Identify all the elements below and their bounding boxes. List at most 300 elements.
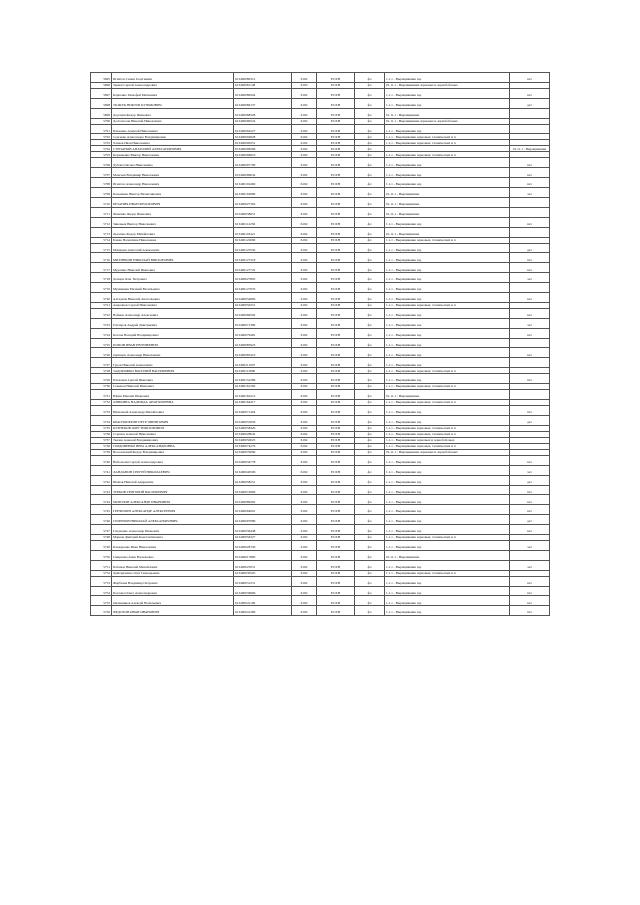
row-number-cell: 5718 (91, 273, 112, 283)
tax-regime-cell: ЕСХН (317, 515, 355, 525)
row-number-cell: 5703 (91, 140, 112, 146)
table-row (91, 406, 550, 416)
entity-type-cell: фл (355, 390, 385, 400)
code-cell: 6192 (292, 198, 317, 208)
full-name-cell: АНИКИНА НАДЕЖДА АНАТОЛЬЕВНА (112, 400, 234, 406)
code-cell: 6192 (292, 124, 317, 134)
code-cell: 6192 (292, 596, 317, 606)
activity-code-cell: 1.1.1 - Выращивание зер (385, 576, 510, 586)
entity-type-cell: фл (355, 465, 385, 475)
code-cell: 6192 (292, 98, 317, 108)
row-number-cell: 5704 (91, 146, 112, 152)
row-number-cell: 5709 (91, 188, 112, 198)
code-cell: 6192 (292, 576, 317, 586)
activity-code-cell: 1.1.1 - Выращивание зер (385, 495, 510, 505)
activity-code-cell: 1.1.1 - Выращивание зер (385, 348, 510, 358)
inn-cell: 613400162212 (234, 390, 292, 400)
activity-extra-cell (510, 283, 550, 293)
row-number-cell: 5695 (91, 73, 112, 83)
row-number-cell: 5701 (91, 124, 112, 134)
tax-regime-cell: ЕСХН (317, 505, 355, 515)
inn-cell: 613400028042 (234, 431, 292, 437)
table-row (91, 495, 550, 505)
row-number-cell: 5743 (91, 485, 112, 495)
activity-extra-cell: пет (510, 485, 550, 495)
full-name-cell: Шамов Николай Андреевич (112, 475, 234, 485)
inn-cell: 613400038651 (234, 207, 292, 217)
full-name-cell: Одинцов Александр Николаевич (112, 348, 234, 358)
tax-regime-cell: ЕСХН (317, 437, 355, 443)
code-cell: 6192 (292, 207, 317, 217)
entity-type-cell: фл (355, 431, 385, 437)
inn-cell: 613400050025 (234, 437, 292, 443)
full-name-cell: ТКАЧУК ВИКТОР КУЗЬМОВИЧ (112, 98, 234, 108)
tax-regime-cell: ЕСХН (317, 146, 355, 152)
inn-cell: 613400097089 (234, 515, 292, 525)
tax-regime-cell: ЕСХН (317, 374, 355, 384)
tax-regime-cell: ЕСХН (317, 178, 355, 188)
table-row (91, 178, 550, 188)
inn-cell: 613400071380 (234, 318, 292, 328)
row-number-cell: 5733 (91, 406, 112, 416)
code-cell: 6192 (292, 108, 317, 118)
inn-cell: 613400030505 (234, 570, 292, 576)
activity-code-cell: 01.11.1 - Выращивание (385, 390, 510, 400)
code-cell: 6192 (292, 217, 317, 227)
tax-regime-cell: ЕСХН (317, 328, 355, 338)
code-cell: 6192 (292, 243, 317, 253)
inn-cell: 613400122060 (234, 237, 292, 243)
inn-cell: 613400112250 (234, 217, 292, 227)
activity-extra-cell (510, 358, 550, 368)
table-row (91, 505, 550, 515)
activity-extra-cell (510, 227, 550, 237)
activity-extra-cell: чет (510, 318, 550, 328)
activity-extra-cell: пет (510, 606, 550, 616)
entity-type-cell: фл (355, 134, 385, 140)
entity-type-cell: фл (355, 515, 385, 525)
activity-code-cell: 1.1.1 - Выращивание зерновых, технических и п (385, 134, 510, 140)
full-name-cell: Юрин Максим Иванович (112, 390, 234, 400)
activity-code-cell: 1.1.1 - Выращивание зер (385, 263, 510, 273)
code-cell: 6192 (292, 348, 317, 358)
table-row (91, 98, 550, 108)
table-row (91, 348, 550, 358)
activity-code-cell: 01.11.1 - Выращивание (385, 227, 510, 237)
code-cell: 6192 (292, 158, 317, 168)
code-cell: 6192 (292, 273, 317, 283)
code-cell: 6192 (292, 118, 317, 124)
activity-code-cell: 1.1.1 - Выращивание зер (385, 308, 510, 318)
activity-code-cell: 1.1.1 - Выращивание зерновых, технических и п (385, 425, 510, 431)
row-number-cell: 5710 (91, 198, 112, 208)
code-cell: 6192 (292, 293, 317, 303)
entity-type-cell: фл (355, 374, 385, 384)
code-cell: 6192 (292, 152, 317, 158)
table-row (91, 188, 550, 198)
full-name-cell: Мурашко Николай Иванович (112, 263, 234, 273)
activity-code-cell: 1.1.1 - Выращивание зер (385, 455, 510, 465)
activity-code-cell: 1.1.1 - Выращивание зер (385, 178, 510, 188)
code-cell: 6192 (292, 134, 317, 140)
full-name-cell: Дмитриченко Олег Геннадьевич (112, 570, 234, 576)
tax-regime-cell: ЕСХН (317, 293, 355, 303)
row-number-cell: 5720 (91, 293, 112, 303)
full-name-cell: Козлова Ольга Александровна (112, 586, 234, 596)
table-row (91, 124, 550, 134)
tax-regime-cell: ЕСХН (317, 431, 355, 437)
entity-type-cell: фл (355, 348, 385, 358)
row-number-cell: 5735 (91, 425, 112, 431)
row-number-cell: 5727 (91, 358, 112, 368)
inn-cell: 613400086504 (234, 88, 292, 98)
code-cell: 6192 (292, 443, 317, 449)
activity-code-cell: 1.1.1 - Выращивание зерновых, технических и п (385, 302, 510, 308)
row-number-cell: 5748 (91, 534, 112, 540)
table-row (91, 293, 550, 303)
tax-regime-cell: ЕСХН (317, 318, 355, 328)
tax-regime-cell: ЕСХН (317, 73, 355, 83)
row-number-cell: 5708 (91, 178, 112, 188)
activity-code-cell: 01.11.1 - Выращивание зерновых и зернобобовых (385, 118, 510, 124)
row-number-cell: 5719 (91, 283, 112, 293)
tax-regime-cell: ЕСХН (317, 570, 355, 576)
entity-type-cell: фл (355, 596, 385, 606)
row-number-cell: 5714 (91, 237, 112, 243)
full-name-cell: Шпилевой Александр Михайлович (112, 406, 234, 416)
row-number-cell: 5736 (91, 431, 112, 437)
tax-regime-cell: ЕСХН (317, 118, 355, 124)
inn-cell: 613400085923 (234, 338, 292, 348)
activity-code-cell: 01.11.1 - Выращивание (385, 188, 510, 198)
entity-type-cell: фл (355, 318, 385, 328)
tax-regime-cell: ЕСХН (317, 576, 355, 586)
row-number-cell: 5728 (91, 368, 112, 374)
row-number-cell: 5734 (91, 415, 112, 425)
tax-regime-cell: ЕСХН (317, 188, 355, 198)
activity-code-cell: 01.11.1 - Выращивание (385, 207, 510, 217)
table-row (91, 374, 550, 384)
entity-type-cell: фл (355, 273, 385, 283)
full-name-cell: Страхов Алексей Николаевич (112, 431, 234, 437)
activity-extra-cell: дет (510, 243, 550, 253)
inn-cell: 613400031231 (234, 576, 292, 586)
activity-code-cell: 1.1.1 - Выращивание зерновых, технических и п (385, 368, 510, 374)
table-row (91, 540, 550, 550)
tax-regime-cell: ЕСХН (317, 273, 355, 283)
table-row (91, 207, 550, 217)
full-name-cell: МИТИНКОВ НИКОЛАЙ ВИКТОРОВИЧ (112, 253, 234, 263)
registry-table (90, 72, 550, 616)
full-name-cell: Казьменко Виктор Валентинович (112, 188, 234, 198)
table-row (91, 576, 550, 586)
row-number-cell: 5749 (91, 540, 112, 550)
code-cell: 6192 (292, 515, 317, 525)
row-number-cell: 5729 (91, 374, 112, 384)
code-cell: 6192 (292, 465, 317, 475)
tax-regime-cell: ЕСХН (317, 384, 355, 390)
full-name-cell: Зиновьев Виктор Николаевич (112, 217, 234, 227)
tax-regime-cell: ЕСХН (317, 140, 355, 146)
activity-code-cell: 1.1.1 - Выращивание зер (385, 124, 510, 134)
inn-cell: 613400211007 (234, 358, 292, 368)
inn-cell: 613400017860 (234, 550, 292, 560)
table-row (91, 338, 550, 348)
table-row (91, 158, 550, 168)
entity-type-cell: фл (355, 82, 385, 88)
code-cell: 6192 (292, 358, 317, 368)
full-name-cell: ЗУБКОВ ГРИГОРИЙ ВАСИЛЬЕВИЧ (112, 485, 234, 495)
tax-regime-cell: ЕСХН (317, 586, 355, 596)
entity-type-cell: фл (355, 73, 385, 83)
tax-regime-cell: ЕСХН (317, 390, 355, 400)
activity-code-cell: 1.1.1 - Выращивание зер (385, 293, 510, 303)
activity-code-cell: 1.1.1 - Выращивание зерновых, технических и п (385, 400, 510, 406)
table-row (91, 485, 550, 495)
code-cell: 6192 (292, 390, 317, 400)
entity-type-cell: фл (355, 168, 385, 178)
code-cell: 6192 (292, 237, 317, 243)
activity-extra-cell: пет (510, 88, 550, 98)
code-cell: 6192 (292, 570, 317, 576)
full-name-cell: ФЕДОТОВ ИВАН ИВАНОВИЧ (112, 606, 234, 616)
table-row (91, 455, 550, 465)
tax-regime-cell: ЕСХН (317, 338, 355, 348)
full-name-cell: ГОРДОВЕНКО ВЕРА АЛЕКСАНДРОВНА (112, 443, 234, 449)
tax-regime-cell: ЕСХН (317, 485, 355, 495)
code-cell: 6192 (292, 384, 317, 390)
inn-cell: 613400028130 (234, 540, 292, 550)
inn-cell: 613400090524 (234, 118, 292, 124)
tax-regime-cell: ЕСХН (317, 308, 355, 318)
table-row (91, 198, 550, 208)
inn-cell: 613400058420 (234, 425, 292, 431)
entity-type-cell: фл (355, 302, 385, 308)
entity-type-cell: фл (355, 188, 385, 198)
entity-type-cell: фл (355, 217, 385, 227)
tax-regime-cell: ЕСХН (317, 525, 355, 535)
entity-type-cell: фл (355, 586, 385, 596)
full-name-cell: Бондаренко Иван Николаевич (112, 540, 234, 550)
entity-type-cell: фл (355, 525, 385, 535)
inn-cell: 613400074960 (234, 485, 292, 495)
activity-extra-cell: чет (510, 273, 550, 283)
table-row (91, 515, 550, 525)
activity-extra-cell: пет (510, 348, 550, 358)
inn-cell: 613400041109 (234, 596, 292, 606)
table-row (91, 88, 550, 98)
full-name-cell: КРАСНОПЕРОВ ПЕТР ЧИНИГОВИЧ (112, 415, 234, 425)
activity-extra-cell: пет (510, 505, 550, 515)
activity-code-cell: 1.1.1 - Выращивание зер (385, 158, 510, 168)
entity-type-cell: фл (355, 437, 385, 443)
entity-type-cell: фл (355, 253, 385, 263)
tax-regime-cell: ЕСХН (317, 134, 355, 140)
activity-extra-cell: пет (510, 168, 550, 178)
activity-code-cell: 01.11.1 - Выращивание (385, 550, 510, 560)
code-cell: 6192 (292, 178, 317, 188)
entity-type-cell: фл (355, 338, 385, 348)
activity-code-cell: 1.1.1 - Выращивание зерновых и зернобобовых (385, 437, 510, 443)
inn-cell: 613400152289 (234, 374, 292, 384)
table-row (91, 465, 550, 475)
full-name-cell: Войнов Александр Алексеевич (112, 308, 234, 318)
code-cell: 6192 (292, 540, 317, 550)
row-number-cell: 5726 (91, 348, 112, 358)
row-number-cell: 5731 (91, 390, 112, 400)
tax-regime-cell: ЕСХН (317, 158, 355, 168)
full-name-cell: Гуров Николай Алексеевич (112, 358, 234, 368)
tax-regime-cell: ЕСХН (317, 465, 355, 475)
activity-extra-cell (510, 338, 550, 348)
table-row (91, 73, 550, 83)
full-name-cell: Алтаднов Николай Анатольевич (112, 293, 234, 303)
entity-type-cell: фл (355, 384, 385, 390)
activity-extra-cell: пет (510, 308, 550, 318)
inn-cell: 613400118421 (234, 227, 292, 237)
table-row (91, 263, 550, 273)
inn-cell: 613400054800 (234, 293, 292, 303)
entity-type-cell: фл (355, 283, 385, 293)
inn-cell: 613400058251 (234, 475, 292, 485)
activity-extra-cell: дет (510, 475, 550, 485)
entity-type-cell: фл (355, 358, 385, 368)
row-number-cell: 5712 (91, 217, 112, 227)
tax-regime-cell: ЕСХН (317, 540, 355, 550)
row-number-cell: 5738 (91, 443, 112, 449)
tax-regime-cell: ЕСХН (317, 108, 355, 118)
full-name-cell: Карпенко Тимофей Матвеевич (112, 88, 234, 98)
full-name-cell: ЗАДОРОЖКО ВАСИЛИЙ ВАСИЛЬЕВИЧ (112, 368, 234, 374)
inn-cell: 613400041280 (234, 606, 292, 616)
code-cell: 6192 (292, 505, 317, 515)
table-row (91, 273, 550, 283)
tax-regime-cell: ЕСХН (317, 227, 355, 237)
code-cell: 6192 (292, 534, 317, 540)
table-row (91, 525, 550, 535)
code-cell: 6192 (292, 437, 317, 443)
code-cell: 6192 (292, 168, 317, 178)
activity-code-cell: 1.1.1 - Выращивание зер (385, 406, 510, 416)
row-number-cell: 5741 (91, 465, 112, 475)
inn-cell: 613400025051 (234, 560, 292, 570)
tax-regime-cell: ЕСХН (317, 217, 355, 227)
inn-cell: 613400085410 (234, 348, 292, 358)
activity-code-cell: 1.1.1 - Выращивание зер (385, 243, 510, 253)
entity-type-cell: фл (355, 263, 385, 273)
tax-regime-cell: ЕСХН (317, 596, 355, 606)
full-name-cell: Мамукин Анатолий Алексеевич (112, 243, 234, 253)
entity-type-cell: фл (355, 443, 385, 449)
row-number-cell: 5716 (91, 253, 112, 263)
full-name-cell: Веселовский Федор Владимирович (112, 449, 234, 455)
entity-type-cell: фл (355, 368, 385, 374)
code-cell: 6192 (292, 146, 317, 152)
inn-cell: 613400112800 (234, 368, 292, 374)
inn-cell: 613400040506 (234, 465, 292, 475)
full-name-cell: Овсянников Алексей Васильевич (112, 596, 234, 606)
full-name-cell: Игнатов Александр Николаевич (112, 178, 234, 188)
activity-code-cell: 1.1.1 - Выращивание зер (385, 217, 510, 227)
entity-type-cell: фл (355, 146, 385, 152)
entity-type-cell: фл (355, 152, 385, 158)
registry-sheet (90, 72, 549, 616)
row-number-cell: 5739 (91, 449, 112, 455)
table-row (91, 108, 550, 118)
row-number-cell: 5746 (91, 515, 112, 525)
row-number-cell: 5752 (91, 570, 112, 576)
activity-extra-cell: пет (510, 406, 550, 416)
row-number-cell: 5713 (91, 227, 112, 237)
activity-code-cell: 1.1.1 - Выращивание зер (385, 358, 510, 368)
activity-extra-cell: чет (510, 540, 550, 550)
code-cell: 6192 (292, 406, 317, 416)
activity-code-cell: 1.1.1 - Выращивание зер (385, 540, 510, 550)
tax-regime-cell: ЕСХН (317, 550, 355, 560)
inn-cell: 613400097709 (234, 158, 292, 168)
full-name-cell: Жарбачев Владимир Петрович (112, 576, 234, 586)
table-row (91, 586, 550, 596)
entity-type-cell: фл (355, 293, 385, 303)
row-number-cell: 5711 (91, 207, 112, 217)
code-cell: 6192 (292, 425, 317, 431)
table-row (91, 415, 550, 425)
row-number-cell: 5756 (91, 606, 112, 616)
tax-regime-cell: ЕСХН (317, 406, 355, 416)
code-cell: 6192 (292, 263, 317, 273)
code-cell: 6192 (292, 328, 317, 338)
entity-type-cell: фл (355, 485, 385, 495)
row-number-cell: 5705 (91, 152, 112, 158)
code-cell: 6192 (292, 606, 317, 616)
activity-code-cell: 1.1.1 - Выращивание зер (385, 586, 510, 596)
inn-cell: 613400071404 (234, 406, 292, 416)
inn-cell: 613400164417 (234, 400, 292, 406)
activity-code-cell: 1.1.1 - Выращивание зерновых, технических и п (385, 431, 510, 437)
code-cell: 6192 (292, 415, 317, 425)
activity-extra-cell (510, 390, 550, 400)
code-cell: 6193 (292, 82, 317, 88)
inn-cell: 613400634778 (234, 455, 292, 465)
full-name-cell: Корчевенко Виктор Николаевич (112, 152, 234, 158)
inn-cell: 613400096351 (234, 140, 292, 146)
entity-type-cell: фл (355, 534, 385, 540)
tax-regime-cell: ЕСХН (317, 606, 355, 616)
activity-extra-cell: дет (510, 98, 550, 108)
inn-cell: 613400088328 (234, 108, 292, 118)
row-number-cell: 5715 (91, 243, 112, 253)
activity-code-cell: 1.1.1 - Выращивание зер (385, 374, 510, 384)
entity-type-cell: фл (355, 108, 385, 118)
inn-cell: 613400079481 (234, 328, 292, 338)
activity-code-cell: 1.1.1 - Выращивание зерновых, технических и п (385, 534, 510, 540)
full-name-cell: Моисеев Владимир Николаевич (112, 168, 234, 178)
activity-extra-cell (510, 124, 550, 134)
tax-regime-cell: ЕСХН (317, 302, 355, 308)
entity-type-cell: фл (355, 227, 385, 237)
table-row (91, 560, 550, 570)
activity-extra-cell: 01.11.1 - Выращивание (510, 146, 550, 152)
row-number-cell: 5698 (91, 98, 112, 108)
entity-type-cell: фл (355, 606, 385, 616)
tax-regime-cell: ЕСХН (317, 475, 355, 485)
full-name-cell: Фоменко Федор Иванович (112, 207, 234, 217)
table-row (91, 168, 550, 178)
table-row (91, 475, 550, 485)
inn-cell: 613400127970 (234, 283, 292, 293)
row-number-cell: 5725 (91, 338, 112, 348)
activity-code-cell: 01.11.1 - Выращивание зерновых и зернобобовых (385, 82, 510, 88)
